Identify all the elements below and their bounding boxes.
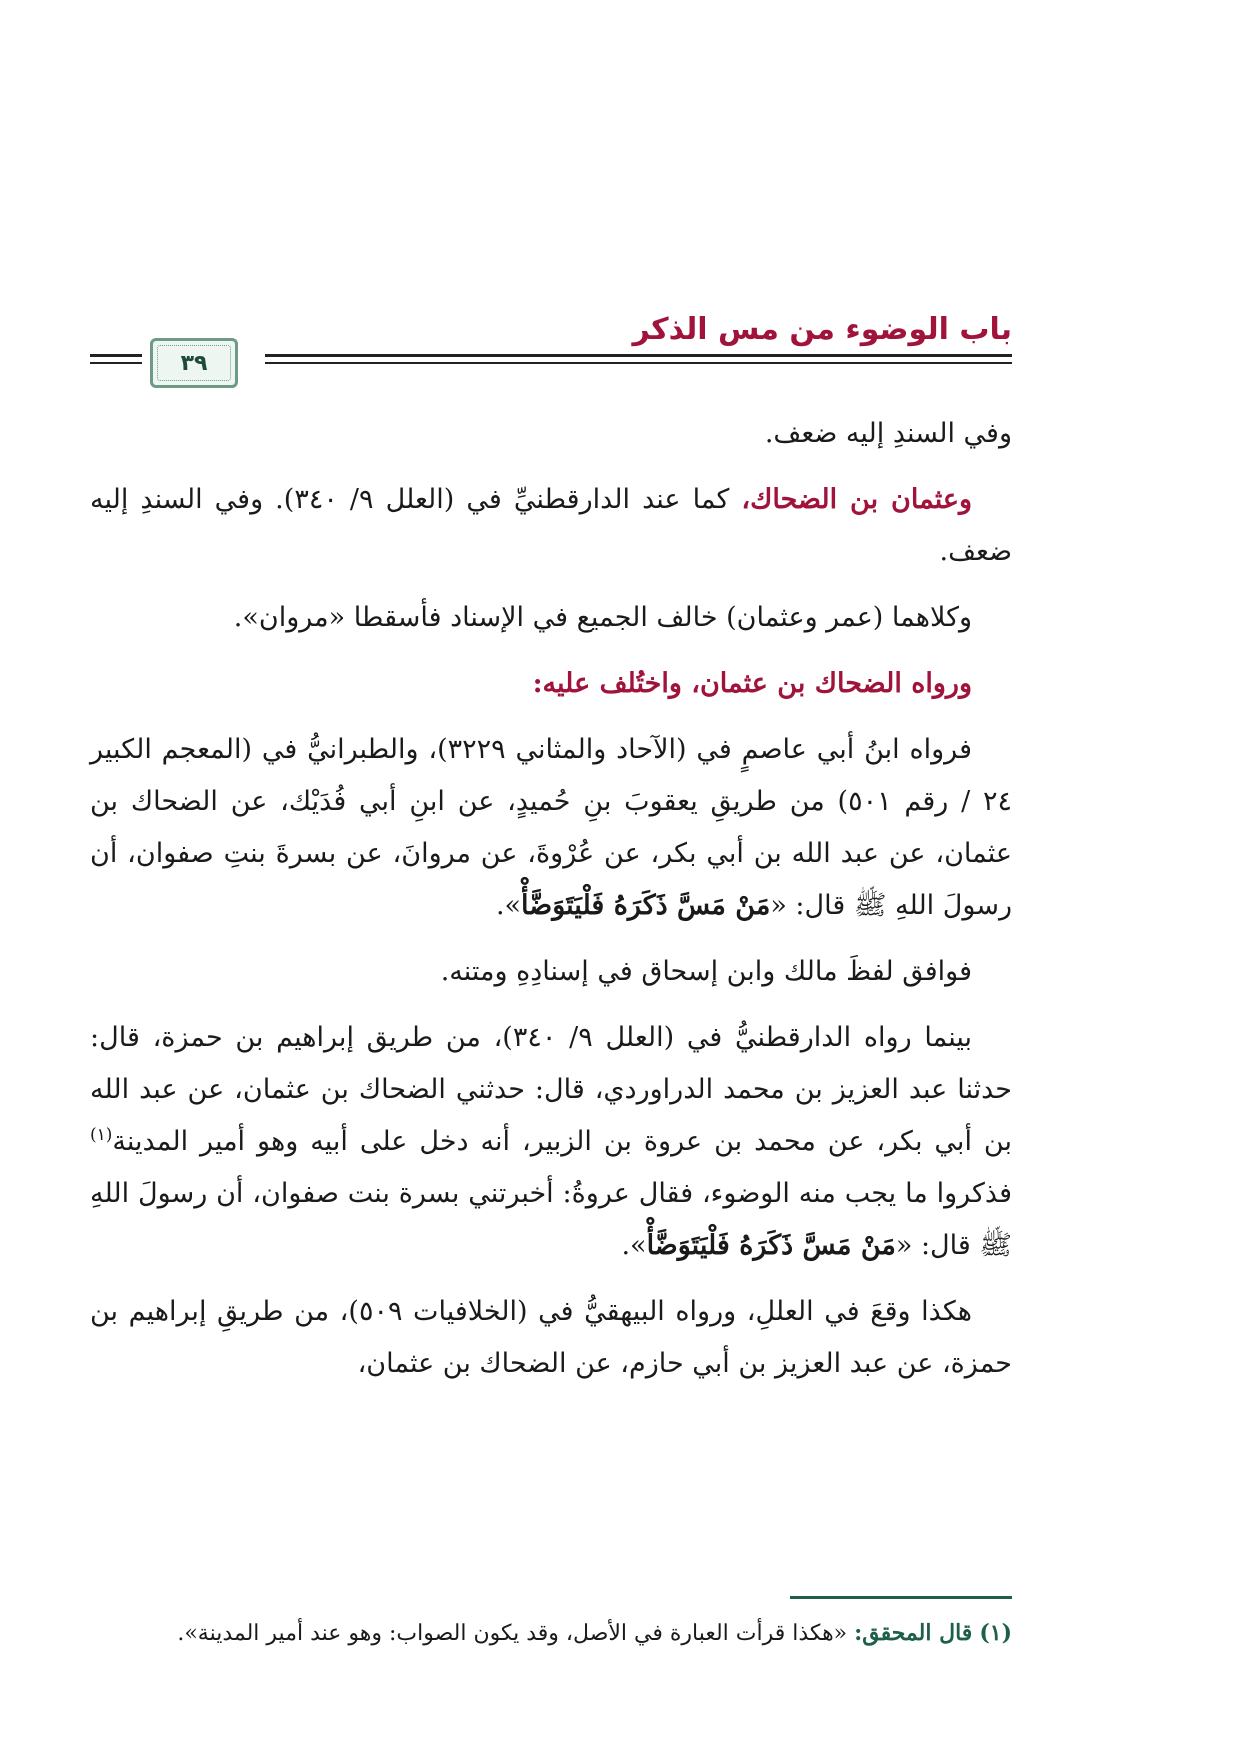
paragraph-3 [90,592,1012,644]
paragraph-2 [90,474,1012,578]
header-rule-bottom-right [265,362,1012,364]
paragraph-6-text-a: بينما رواه الدارقطنيُّ في (العلل ٩/ ٣٤٠)، من طريق إبراهيم بن حمزة، قال: حدثنا عبد العزيز بن محمد الدراوردي، قال: حدثني الضحاك بن عثمان، عن عبد الله بن أبي بكر، عن محمد بن عروة بن الزبير، أنه دخل على أبيه وهو أمير المدينة [90,1022,1012,1157]
footnote-separator [790,1596,1012,1599]
paragraph-4 [90,724,1012,932]
footnotes [90,1612,1012,1655]
main-text [90,408,1012,1404]
paragraph-4-end: ». [495,890,522,921]
header-rule-bottom-left [90,362,142,364]
paragraph-4-text: فرواه ابنُ أبي عاصمٍ في (الآحاد والمثاني ٣٢٢٩)، والطبرانيُّ في (المعجم الكبير ٢٤ / رقم ٥٠١) من طريقِ يعقوبَ بنِ حُميدٍ، عن ابنِ أبي فُدَيْك، عن الضحاك بن عثمان، عن عبد الله بن أبي بكر، عن عُرْوةَ، عن مروانَ، عن بسرةَ بنتِ صفوان، أن رسولَ اللهِ ﷺ قال: « [90,734,1012,921]
chapter-title: باب الوضوء من مس الذكر [632,312,1012,347]
paragraph-1 [90,408,1012,460]
header-rule-top-right [265,354,1012,357]
footnote-number: (١) [979,1620,1012,1646]
paragraph-6 [90,1012,1012,1272]
paragraph-7 [90,1286,1012,1390]
footnote-reference[interactable]: (١) [90,1125,113,1145]
paragraph-2-text: كما عند الدارقطنيِّ في (العلل ٩/ ٣٤٠). وفي السندِ إليه ضعف. [90,484,1012,567]
page-number: ٣٩ [180,350,208,376]
header-rule-top-left [90,354,142,357]
page-header [90,300,1012,390]
section-subheading: ورواه الضحاك بن عثمان، واختُلف عليه: [532,668,972,699]
footnote-text: «هكذا قرأت العبارة في الأصل، وقد يكون الصواب: وهو عند أمير المدينة». [177,1621,855,1646]
narrator-highlight: وعثمان بن الضحاك، [741,484,972,515]
paragraph-5 [90,946,1012,998]
paragraph-7-text: هكذا وقعَ في العللِ، ورواه البيهقيُّ في (الخلافيات ٥٠٩)، من طريقِ إبراهيم بن حمزة، عن عبد العزيز بن أبي حازم، عن الضحاك بن عثمان، [90,1296,1012,1379]
paragraph-6-text-b: فذكروا ما يجب منه الوضوء، فقال عروةُ: أخبرتني بسرة بنت صفوان، أن رسولَ اللهِ ﷺ قال: « [90,1178,1012,1261]
paragraph-5-text: فوافق لفظَ مالك وابن إسحاق في إسنادِهِ ومتنه. [440,956,972,987]
paragraph-1-text: وفي السندِ إليه ضعف. [764,418,1012,449]
page-number-badge [150,338,238,388]
hadith-quote-2: مَنْ مَسَّ ذَكَرَهُ فَلْيَتَوَضَّأْ [646,1230,896,1261]
paragraph-3-text: وكلاهما (عمر وعثمان) خالف الجميع في الإسناد فأسقطا «مروان». [233,602,972,633]
paragraph-6-end: ». [621,1230,647,1261]
footnote-item [90,1612,1012,1655]
hadith-quote-1: مَنْ مَسَّ ذَكَرَهُ فَلْيَتَوَضَّأْ [521,890,771,921]
footnote-label: قال المحقق: [854,1620,973,1646]
